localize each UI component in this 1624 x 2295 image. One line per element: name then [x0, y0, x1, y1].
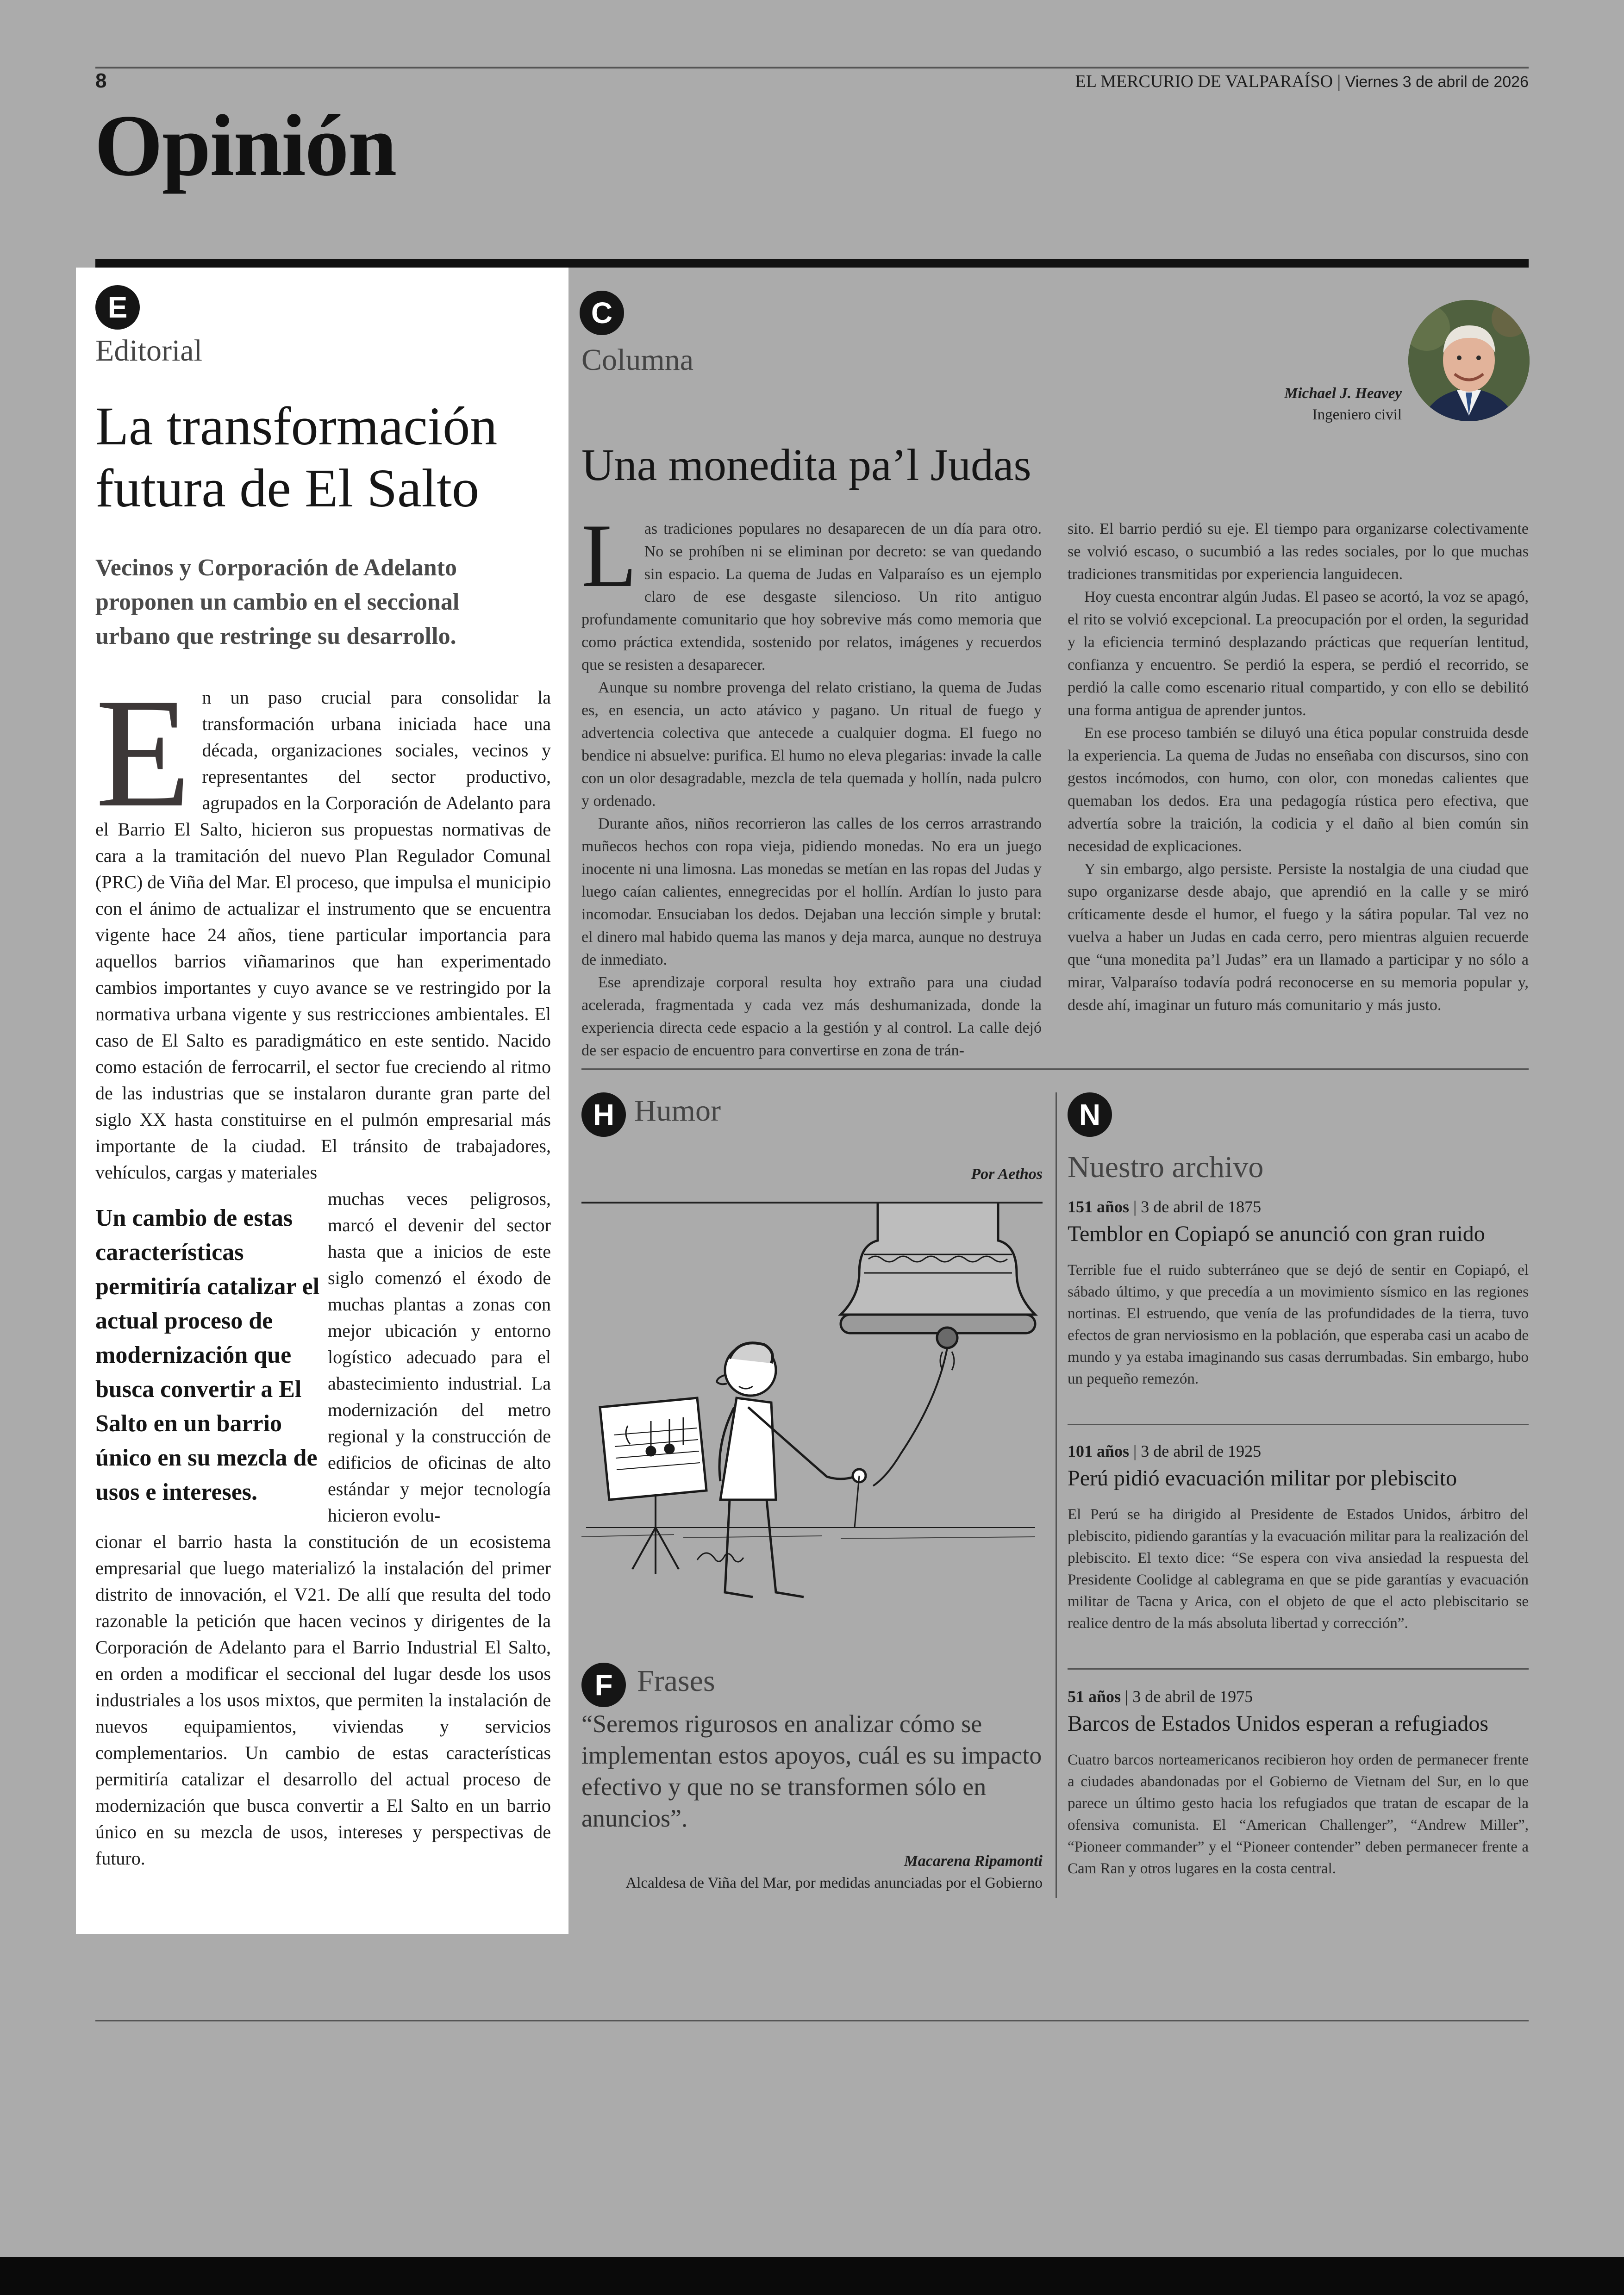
archive-item: [1068, 1687, 1529, 1880]
archive-badge: N: [1068, 1092, 1112, 1137]
frases-badge: F: [581, 1663, 626, 1707]
editorial-panel: [76, 268, 568, 1934]
editorial-body-intro: [95, 667, 551, 1185]
frases-author: Macarena Ripamonti: [904, 1852, 1043, 1870]
archive-item-years: 101 años: [1068, 1442, 1130, 1460]
archive-divider: [1068, 1424, 1529, 1425]
column-label: Columna: [581, 343, 693, 377]
archive-item-years: 51 años: [1068, 1687, 1121, 1706]
editorial-pullquote: Un cambio de estas características permitiría catalizar el actual proceso de modernización que busca convertir a El Salto en un barrio único en su mezcla de usos e intereses.: [95, 1205, 320, 1505]
bottom-black-bar: [0, 2257, 1624, 2295]
column-title: Una monedita pa’l Judas: [581, 440, 1031, 490]
archive-label: Nuestro archivo: [1068, 1150, 1264, 1184]
archive-item-body: Cuatro barcos norteamericanos recibieron hoy orden de permanecer frente a ciudades abandonadas por el Gobierno de Vietnam del Sur, en lo que parece un último gesto hacia los refugiados que tratan de escapar de la ofensiva comunista. El “American Challenger”, “Andrew Miller”, “Pioneer commander” y el “Pioneer contender” deben permanecer frente a Cam Ran y otros lugares en la costa central.: [1068, 1752, 1529, 1877]
editorial-lead: Vecinos y Corporación de Adelanto proponen un cambio en el seccional urbano que restringe su desarrollo.: [95, 555, 460, 649]
editorial-body: [95, 667, 551, 1871]
editorial-label: Editorial: [95, 334, 202, 368]
footer-rule: [95, 2020, 1529, 2021]
author-photo-illustration: [1408, 300, 1530, 421]
archive-item: [1068, 1441, 1529, 1634]
archive-item-date: 3 de abril de 1875: [1141, 1197, 1262, 1216]
editorial-badge: E: [95, 285, 140, 330]
column-dropcap: L: [581, 505, 637, 606]
archive-item-header: 151 años | 3 de abril de 1875: [1068, 1197, 1262, 1216]
editorial-title: [95, 395, 554, 519]
archive-item-body: Terrible fue el ruido subterráneo que se dejó de sentir en Copiapó, el sábado último, y que precedía a un movimiento sísmico en las regiones nortinas. El estruendo, que venía de las profundidades de la tierra, tuvo efectos de gran nerviosismo en la población, que esperaba casi un acabo de mundo y ya estaba imaginando sus casas derrumbadas. Sin embargo, hubo un pequeño remezón.: [1068, 1262, 1529, 1387]
archive-item-title: Temblor en Copiapó se anunció con gran ruido: [1068, 1222, 1485, 1246]
column-separator: [1056, 1092, 1057, 1898]
archive-item-header: 51 años | 3 de abril de 1975: [1068, 1687, 1253, 1706]
column-paragraph: sito. El barrio perdió su eje. El tiempo para organizarse colectivamente se volvió escaso, o sucumbió a las redes sociales, por lo que muchas tradiciones transmitidas por experiencia languidecen.: [1068, 520, 1529, 583]
column-paragraph: En ese proceso también se diluyó una ética popular construida desde la experiencia. La quema de Judas no enseñaba con discursos, sino con gestos incómodos, con humo, con olor, con monedas calientes que quemaban los dedos. Era una pedagogía rústica pero efectiva, que advertía sobre la traición, la codicia y el daño al bien común sin necesidad de explicaciones.: [1068, 724, 1529, 855]
frases-label: Frases: [637, 1664, 715, 1698]
archive-item-title: Perú pidió evacuación militar por plebiscito: [1068, 1466, 1457, 1491]
archive-divider: [1068, 1668, 1529, 1670]
publication-name: EL MERCURIO DE VALPARAÍSO: [1075, 72, 1333, 91]
column-paragraph: Durante años, niños recorrieron las calles de los cerros arrastrando muñecos hechos con ropa vieja, pidiendo monedas. No era un juego inocente ni una limosna. Las monedas se metían en las ropas del Judas y luego caían calientes, ennegrecidas por el hollín. Ardían lo justo para incomodar. Ensuciaban los dedos. Dejaban una lección simple y brutal: el dinero mal habido quema las manos y deja marca, aunque no destruya de inmediato.: [581, 815, 1042, 968]
archive-item-header: 101 años | 3 de abril de 1925: [1068, 1442, 1262, 1460]
cartoon-illustration: [581, 1204, 1043, 1620]
editorial-body-mid: [95, 1185, 551, 1528]
column-paragraph: Aunque su nombre provenga del relato cristiano, la quema de Judas es, en esencia, un acto atávico y pagano. Un ritual de fuego y advertencia colectiva que antecede a cualquier dogma. El fuego no bendice ni absuelve: purifica. El humo no eleva plegarias: invade la calle con un olor desagradable, mezcla de tela quemada y hollín, nada pulcro y ordenado.: [581, 679, 1042, 810]
publication-date-line: EL MERCURIO DE VALPARAÍSO | Viernes 3 de abril de 2026: [1075, 72, 1529, 91]
editorial-para-end: cionar el barrio hasta la constitución de un ecosistema empresarial que luego materializó la instalación del primer distrito de innovación, el V21. De allí que resulta del todo razonable la petición que hacen vecinos y dirigentes de la Corporación de Adelanto para el Barrio Industrial El Salto, en orden a modificar el seccional del lugar desde los usos industriales a los usos mixtos, que permiten la instalación de nuevos equipamientos, viviendas y servicios complementarios. Un cambio de estas características permitiría catalizar el desarrollo del actual proceso de modernización que busca convertir a El Salto en un barrio único en su mezcla de usos, intereses y perspectivas de futuro.: [95, 1531, 551, 1869]
humor-label: Humor: [634, 1094, 721, 1128]
issue-date: Viernes 3 de abril de 2026: [1345, 73, 1529, 91]
humor-credit: Por Aethos: [971, 1166, 1043, 1183]
humor-badge: H: [581, 1092, 626, 1137]
editorial-title-line2: futura de El Salto: [95, 458, 480, 518]
archive-item-date: 3 de abril de 1975: [1132, 1687, 1253, 1706]
editorial-para-narrow: muchas veces peligrosos, marcó el devenir del sector hasta que a inicios de este siglo comenzó el éxodo de muchas plantas a zonas con mejor ubicación y entorno logístico adecuado para el abastecimiento industrial. La modernización del metro regional y la construcción de edificios de oficinas de alto estándar y mejor tecnología hicieron evolu-: [328, 1188, 551, 1526]
column-left-text: [581, 505, 1042, 1062]
archive-item: [1068, 1197, 1529, 1390]
column-author-name: Michael J. Heavey: [1284, 385, 1402, 402]
page-number: 8: [95, 69, 107, 92]
archive-item-body: El Perú se ha dirigido al Presidente de Estados Unidos, árbitro del plebiscito, pidiendo garantías y la evacuación militar para la realización del plebiscito. El texto dice: “Se espera con viva ansiedad la respuesta del Presidente Coolidge al cablegrama en que se pide garantías y evacuación militar de Tacna y Arica, con el objeto de que el acto plebiscitario se realice dentro de la más absoluta libertad y corrección”.: [1068, 1506, 1529, 1632]
column-paragraph: as tradiciones populares no desaparecen de un día para otro. No se prohíben ni se eliminan por decreto: se van quedando sin espacio. La quema de Judas en Valparaíso es un ejemplo claro de ese desgaste silencioso. Un rito antiguo profundamente comunitario que hoy sobrevive más como memoria que como práctica extendida, sostenido por relatos, imágenes y recuerdos que se resisten a desaparecer.: [581, 520, 1042, 674]
frases-quote: “Seremos rigurosos en analizar cómo se implementan estos apoyos, cuál es su impacto efectivo y que no se transformen sólo en anuncios”.: [581, 1710, 1042, 1832]
column-badge: C: [580, 291, 624, 335]
editorial-title-line1: La transformación: [95, 396, 498, 456]
section-title: Opinión: [94, 97, 396, 194]
column-paragraph: Hoy cuesta encontrar algún Judas. El paseo se acortó, la voz se apagó, el rito se volvió excepcional. La preocupación por el orden, la seguridad y la eficiencia terminó desplazando prácticas que requerían lentitud, confianza y encuentro. Se perdió la espera, se perdió el recorrido, se perdió la calle como escenario ritual compartido, y con ello se debilitó una forma antigua de aprender juntos.: [1068, 588, 1529, 719]
header-top-rule: [95, 67, 1529, 69]
column-paragraph: Y sin embargo, algo persiste. Persiste la nostalgia de una ciudad que supo organizarse desde abajo, que aprendió en la calle y se miró críticamente desde el humor, el fuego y la sátira popular. Tal vez no vuelva a haber un Judas en cada cerro, pero mientras alguien recuerde que “una monedita pa’l Judas” era un llamado a participar y no sólo a mirar, Valparaíso todavía podrá reconocerse en su memoria popular y, desde ahí, imaginar un futuro más comunitario y más justo.: [1068, 861, 1529, 1014]
humor-cartoon: [581, 1204, 1043, 1620]
section-heavy-rule: [95, 259, 1529, 268]
column-author-role: Ingeniero civil: [1312, 406, 1402, 423]
archive-item-title: Barcos de Estados Unidos esperan a refugiados: [1068, 1711, 1489, 1736]
column-bottom-rule: [581, 1068, 1529, 1070]
editorial-para-intro: n un paso crucial para consolidar la transformación urbana iniciada hace una década, organizaciones sociales, vecinos y representantes del sector productivo, agrupados en la Corporación de Adelanto para el Barrio El Salto, hicieron sus propuestas normativas de cara a la tramitación del nuevo Plan Regulador Comunal (PRC) de Viña del Mar. El proceso, que impulsa el municipio con el ánimo de actualizar el instrumento que se encuentra vigente hace 24 años, tiene particular importancia para aquellos barrios viñamarinos que han experimentado cambios importantes y cuyo avance se ve restringido por la normativa urbana vigente y sus restricciones ambientales. El caso de El Salto es paradigmático en este sentido. Nacido como estación de ferrocarril, el sector fue creciendo al ritmo de las industrias que se instalaron durante gran parte del siglo XX hasta constituirse en el pulmón empresarial más importante de la ciudad. El tránsito de trabajadores, vehículos, cargas y materiales: [95, 687, 551, 1183]
editorial-dropcap: E: [95, 667, 191, 840]
author-photo: [1408, 300, 1530, 421]
frases-context: Alcaldesa de Viña del Mar, por medidas anunciadas por el Gobierno: [625, 1875, 1043, 1891]
archive-item-years: 151 años: [1068, 1197, 1130, 1216]
column-right-text: [1068, 518, 1529, 1017]
archive-item-date: 3 de abril de 1925: [1141, 1442, 1262, 1460]
column-paragraph: Ese aprendizaje corporal resulta hoy extraño para una ciudad acelerada, fragmentada y cada vez más deshumanizada, donde la experiencia directa cede espacio a la gestión y al control. La calle dejó de ser espacio de encuentro para convertirse en zona de trán-: [581, 974, 1042, 1059]
